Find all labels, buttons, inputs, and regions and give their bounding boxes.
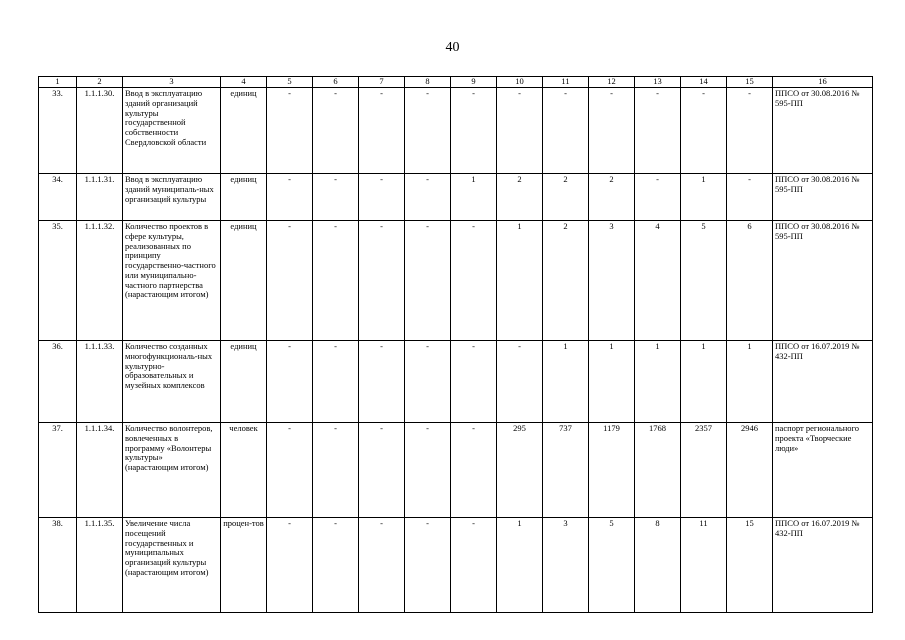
- value-cell: -: [267, 341, 313, 423]
- column-number-row: [39, 77, 873, 88]
- value-cell: -: [405, 423, 451, 518]
- value-cell: 2946: [727, 423, 773, 518]
- row-code: 1.1.1.33.: [77, 341, 123, 423]
- basis-document: ППСО от 30.08.2016 № 595-ПП: [773, 88, 873, 174]
- value-cell: 5: [681, 221, 727, 341]
- value-cell: 2: [543, 174, 589, 221]
- value-cell: -: [451, 88, 497, 174]
- unit: единиц: [221, 221, 267, 341]
- value-cell: -: [451, 221, 497, 341]
- value-cell: 1: [451, 174, 497, 221]
- value-cell: -: [267, 518, 313, 613]
- row-number: 37.: [39, 423, 77, 518]
- column-header: 1: [39, 77, 77, 88]
- table-row: [39, 174, 873, 221]
- value-cell: 3: [543, 518, 589, 613]
- value-cell: 4: [635, 221, 681, 341]
- page-number: 40: [445, 40, 460, 55]
- row-number: 36.: [39, 341, 77, 423]
- value-cell: 1179: [589, 423, 635, 518]
- value-cell: -: [405, 221, 451, 341]
- value-cell: -: [313, 341, 359, 423]
- indicator-name: Количество созданных многофункциональ-ных культурно-образовательных и музейных комплексов: [123, 341, 221, 423]
- value-cell: 3: [589, 221, 635, 341]
- value-cell: -: [405, 88, 451, 174]
- value-cell: 5: [589, 518, 635, 613]
- value-cell: -: [497, 341, 543, 423]
- value-cell: 737: [543, 423, 589, 518]
- value-cell: -: [451, 423, 497, 518]
- indicator-name: Ввод в эксплуатацию зданий организаций культуры государственной собственности Свердловской области: [123, 88, 221, 174]
- value-cell: -: [313, 423, 359, 518]
- value-cell: 15: [727, 518, 773, 613]
- value-cell: 2357: [681, 423, 727, 518]
- value-cell: 2: [543, 221, 589, 341]
- unit: процен-тов: [221, 518, 267, 613]
- basis-document: паспорт регионального проекта «Творческие люди»: [773, 423, 873, 518]
- basis-document: ППСО от 16.07.2019 № 432-ПП: [773, 341, 873, 423]
- value-cell: 6: [727, 221, 773, 341]
- row-number: 35.: [39, 221, 77, 341]
- value-cell: -: [681, 88, 727, 174]
- table-row: [39, 341, 873, 423]
- value-cell: -: [359, 518, 405, 613]
- value-cell: -: [359, 341, 405, 423]
- table-row: [39, 221, 873, 341]
- column-header: 14: [681, 77, 727, 88]
- value-cell: 1: [681, 341, 727, 423]
- value-cell: 295: [497, 423, 543, 518]
- value-cell: 11: [681, 518, 727, 613]
- value-cell: 1: [497, 221, 543, 341]
- column-header: 3: [123, 77, 221, 88]
- value-cell: -: [267, 88, 313, 174]
- basis-document: ППСО от 16.07.2019 № 432-ПП: [773, 518, 873, 613]
- value-cell: -: [405, 174, 451, 221]
- value-cell: -: [635, 174, 681, 221]
- table-row: [39, 518, 873, 613]
- column-header: 9: [451, 77, 497, 88]
- row-code: 1.1.1.32.: [77, 221, 123, 341]
- value-cell: -: [451, 341, 497, 423]
- column-header: 10: [497, 77, 543, 88]
- column-header: 16: [773, 77, 873, 88]
- value-cell: -: [543, 88, 589, 174]
- value-cell: 1: [635, 341, 681, 423]
- value-cell: -: [359, 88, 405, 174]
- value-cell: -: [727, 174, 773, 221]
- value-cell: -: [267, 174, 313, 221]
- value-cell: -: [313, 221, 359, 341]
- value-cell: -: [497, 88, 543, 174]
- unit: единиц: [221, 174, 267, 221]
- column-header: 11: [543, 77, 589, 88]
- indicator-name: Количество волонтеров, вовлеченных в программу «Волонтеры культуры» (нарастающим итогом): [123, 423, 221, 518]
- column-header: 6: [313, 77, 359, 88]
- column-header: 13: [635, 77, 681, 88]
- value-cell: 1: [727, 341, 773, 423]
- column-header: 15: [727, 77, 773, 88]
- indicators-table: [38, 76, 873, 613]
- column-header: 12: [589, 77, 635, 88]
- value-cell: -: [313, 88, 359, 174]
- value-cell: -: [635, 88, 681, 174]
- column-header: 7: [359, 77, 405, 88]
- row-code: 1.1.1.31.: [77, 174, 123, 221]
- table-row: [39, 88, 873, 174]
- value-cell: -: [727, 88, 773, 174]
- value-cell: 1: [681, 174, 727, 221]
- indicator-name: Ввод в эксплуатацию зданий муниципаль-ных организаций культуры: [123, 174, 221, 221]
- value-cell: 2: [589, 174, 635, 221]
- table-row: [39, 423, 873, 518]
- value-cell: -: [313, 518, 359, 613]
- row-number: 38.: [39, 518, 77, 613]
- row-code: 1.1.1.30.: [77, 88, 123, 174]
- value-cell: 1: [589, 341, 635, 423]
- column-header: 4: [221, 77, 267, 88]
- value-cell: -: [405, 341, 451, 423]
- value-cell: 8: [635, 518, 681, 613]
- row-number: 33.: [39, 88, 77, 174]
- value-cell: -: [267, 423, 313, 518]
- basis-document: ППСО от 30.08.2016 № 595-ПП: [773, 221, 873, 341]
- value-cell: -: [359, 423, 405, 518]
- indicator-name: Количество проектов в сфере культуры, реализованных по принципу государственно-частного или муниципально-частного партнерства (нарастающим итогом): [123, 221, 221, 341]
- unit: человек: [221, 423, 267, 518]
- column-header: 8: [405, 77, 451, 88]
- row-code: 1.1.1.35.: [77, 518, 123, 613]
- value-cell: -: [405, 518, 451, 613]
- indicator-name: Увеличение числа посещений государственных и муниципальных организаций культуры (нарастающим итогом): [123, 518, 221, 613]
- value-cell: 1: [543, 341, 589, 423]
- value-cell: 1768: [635, 423, 681, 518]
- basis-document: ППСО от 30.08.2016 № 595-ПП: [773, 174, 873, 221]
- column-header: 2: [77, 77, 123, 88]
- value-cell: -: [451, 518, 497, 613]
- column-header: 5: [267, 77, 313, 88]
- row-number: 34.: [39, 174, 77, 221]
- value-cell: -: [359, 221, 405, 341]
- value-cell: -: [589, 88, 635, 174]
- value-cell: -: [359, 174, 405, 221]
- value-cell: 2: [497, 174, 543, 221]
- value-cell: 1: [497, 518, 543, 613]
- unit: единиц: [221, 88, 267, 174]
- value-cell: -: [267, 221, 313, 341]
- row-code: 1.1.1.34.: [77, 423, 123, 518]
- value-cell: -: [313, 174, 359, 221]
- unit: единиц: [221, 341, 267, 423]
